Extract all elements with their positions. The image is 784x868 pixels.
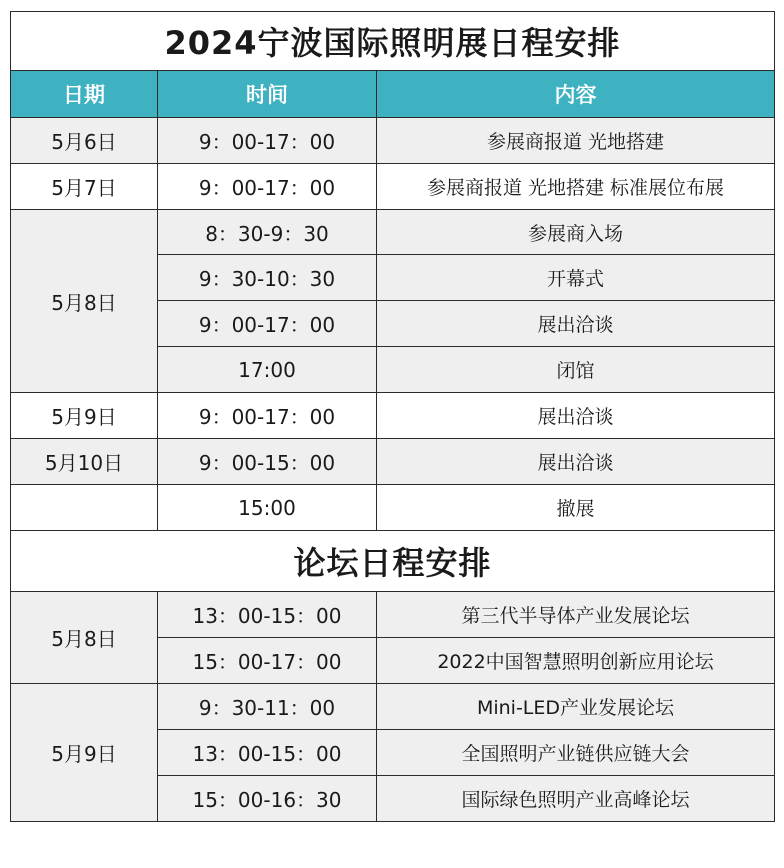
content-cell: 开幕式 (377, 255, 775, 301)
time-cell: 15:00 (158, 485, 377, 531)
table-row (11, 439, 775, 485)
content-cell: 全国照明产业链供应链大会 (377, 730, 775, 776)
table-row (11, 210, 775, 255)
header-date: 日期 (11, 71, 158, 118)
table-row (11, 118, 775, 164)
content-cell: 展出洽谈 (377, 301, 775, 347)
header-content: 内容 (377, 71, 775, 118)
content-cell: 第三代半导体产业发展论坛 (377, 592, 775, 638)
time-cell: 9：30-11：00 (158, 684, 377, 730)
time-cell: 9：00-17：00 (158, 301, 377, 347)
date-cell: 5月7日 (11, 164, 158, 210)
content-cell: 2022中国智慧照明创新应用论坛 (377, 638, 775, 684)
date-cell: 5月9日 (11, 684, 158, 822)
time-cell: 13：00-15：00 (158, 592, 377, 638)
date-cell (11, 485, 158, 531)
content-cell: 闭馆 (377, 347, 775, 393)
time-cell: 9：30-10：30 (158, 255, 377, 301)
table-row (11, 485, 775, 531)
content-cell: 国际绿色照明产业高峰论坛 (377, 776, 775, 822)
date-cell: 5月9日 (11, 393, 158, 439)
time-cell: 9：00-15：00 (158, 439, 377, 485)
time-cell: 13：00-15：00 (158, 730, 377, 776)
content-cell: 参展商报道 光地搭建 (377, 118, 775, 164)
page-title: 2024宁波国际照明展日程安排 (11, 12, 775, 71)
content-cell: 展出洽谈 (377, 393, 775, 439)
time-cell: 15：00-17：00 (158, 638, 377, 684)
date-cell: 5月8日 (11, 592, 158, 684)
time-cell: 17:00 (158, 347, 377, 393)
content-cell: Mini-LED产业发展论坛 (377, 684, 775, 730)
table-row (11, 684, 775, 730)
table-row (11, 164, 775, 210)
time-cell: 9：00-17：00 (158, 118, 377, 164)
content-cell: 参展商入场 (377, 210, 775, 255)
schedule-table (10, 11, 775, 822)
time-cell: 8：30-9：30 (158, 210, 377, 255)
time-cell: 9：00-17：00 (158, 393, 377, 439)
header-time: 时间 (158, 71, 377, 118)
date-cell: 5月8日 (11, 210, 158, 393)
content-cell: 参展商报道 光地搭建 标准展位布展 (377, 164, 775, 210)
time-cell: 9：00-17：00 (158, 164, 377, 210)
forum-title: 论坛日程安排 (11, 531, 775, 592)
date-cell: 5月10日 (11, 439, 158, 485)
table-row (11, 592, 775, 638)
content-cell: 撤展 (377, 485, 775, 531)
date-cell: 5月6日 (11, 118, 158, 164)
table-row (11, 393, 775, 439)
time-cell: 15：00-16：30 (158, 776, 377, 822)
content-cell: 展出洽谈 (377, 439, 775, 485)
